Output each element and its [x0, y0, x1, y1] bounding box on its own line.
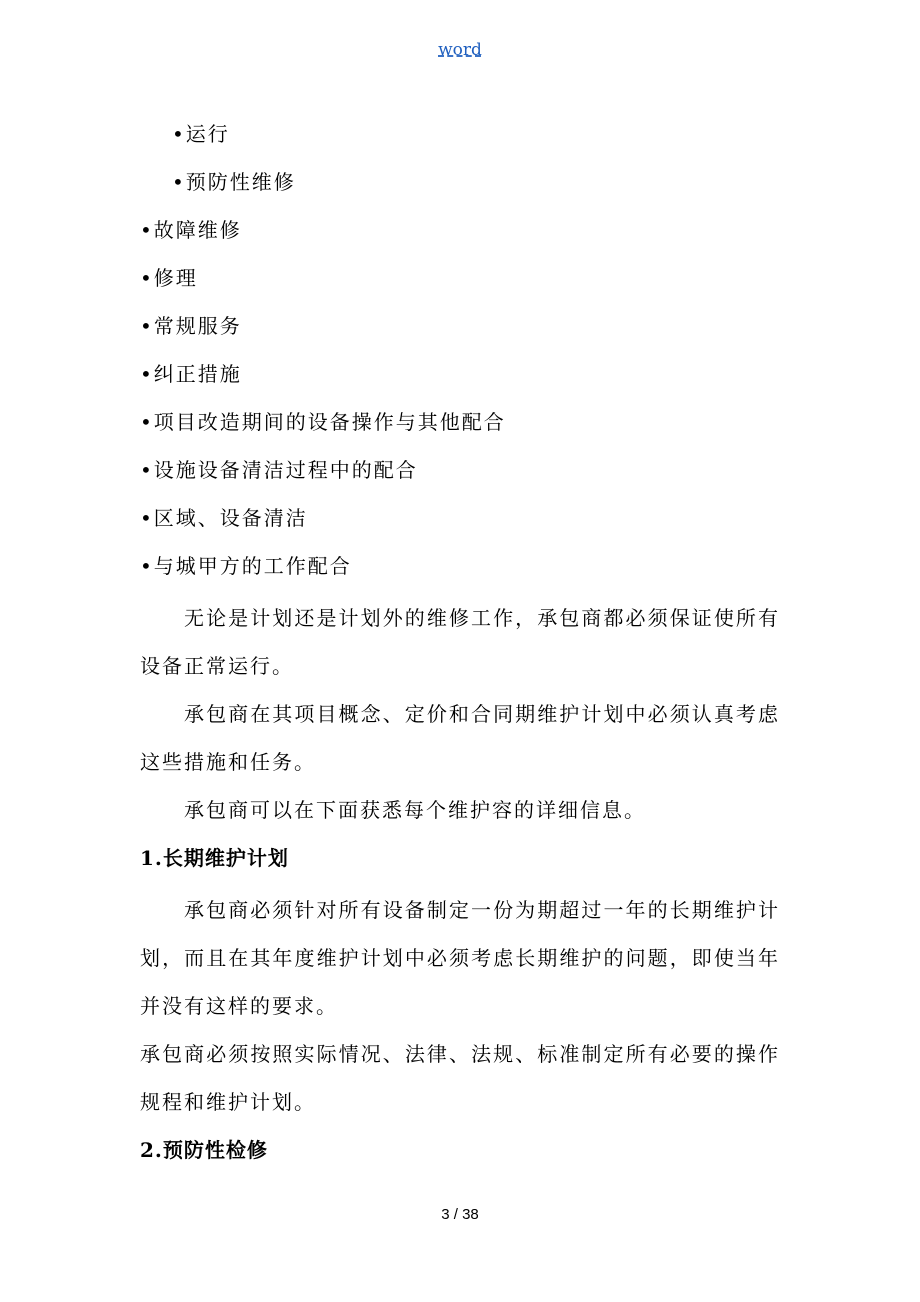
paragraph: 承包商必须针对所有设备制定一份为期超过一年的长期维护计划，而且在其年度维护计划中必须考虑长期维护的问题，即使当年并没有这样的要求。 [140, 898, 780, 1018]
bullet-item: •项目改造期间的设备操作与其他配合 [140, 410, 506, 434]
bullet-item: •纠正措施 [140, 362, 242, 386]
bullet-item: •修理 [140, 266, 198, 290]
paragraph: 承包商在其项目概念、定价和合同期维护计划中必须认真考虑这些措施和任务。 [140, 702, 780, 774]
paragraph: 承包商可以在下面获悉每个维护容的详细信息。 [184, 798, 646, 822]
paragraph: 承包商必须按照实际情况、法律、法规、标准制定所有必要的操作规程和维护计划。 [140, 1042, 780, 1114]
page-number: 3 / 38 [441, 1206, 479, 1223]
header-word-link[interactable]: word [438, 40, 482, 60]
bullet-item: •故障维修 [140, 218, 242, 242]
paragraph: 无论是计划还是计划外的维修工作，承包商都必须保证使所有设备正常运行。 [140, 606, 780, 678]
bullet-item: •区域、设备清洁 [140, 506, 308, 530]
document-body [140, 114, 780, 1178]
bullet-item: •常规服务 [140, 314, 242, 338]
bullet-item: •运行 [172, 122, 230, 146]
section-heading: 2.预防性检修 [140, 1138, 268, 1162]
bullet-item: •设施设备清洁过程中的配合 [140, 458, 418, 482]
bullet-item: •与城甲方的工作配合 [140, 554, 352, 578]
section-heading: 1.长期维护计划 [140, 846, 289, 870]
bullet-item: •预防性维修 [172, 170, 296, 194]
